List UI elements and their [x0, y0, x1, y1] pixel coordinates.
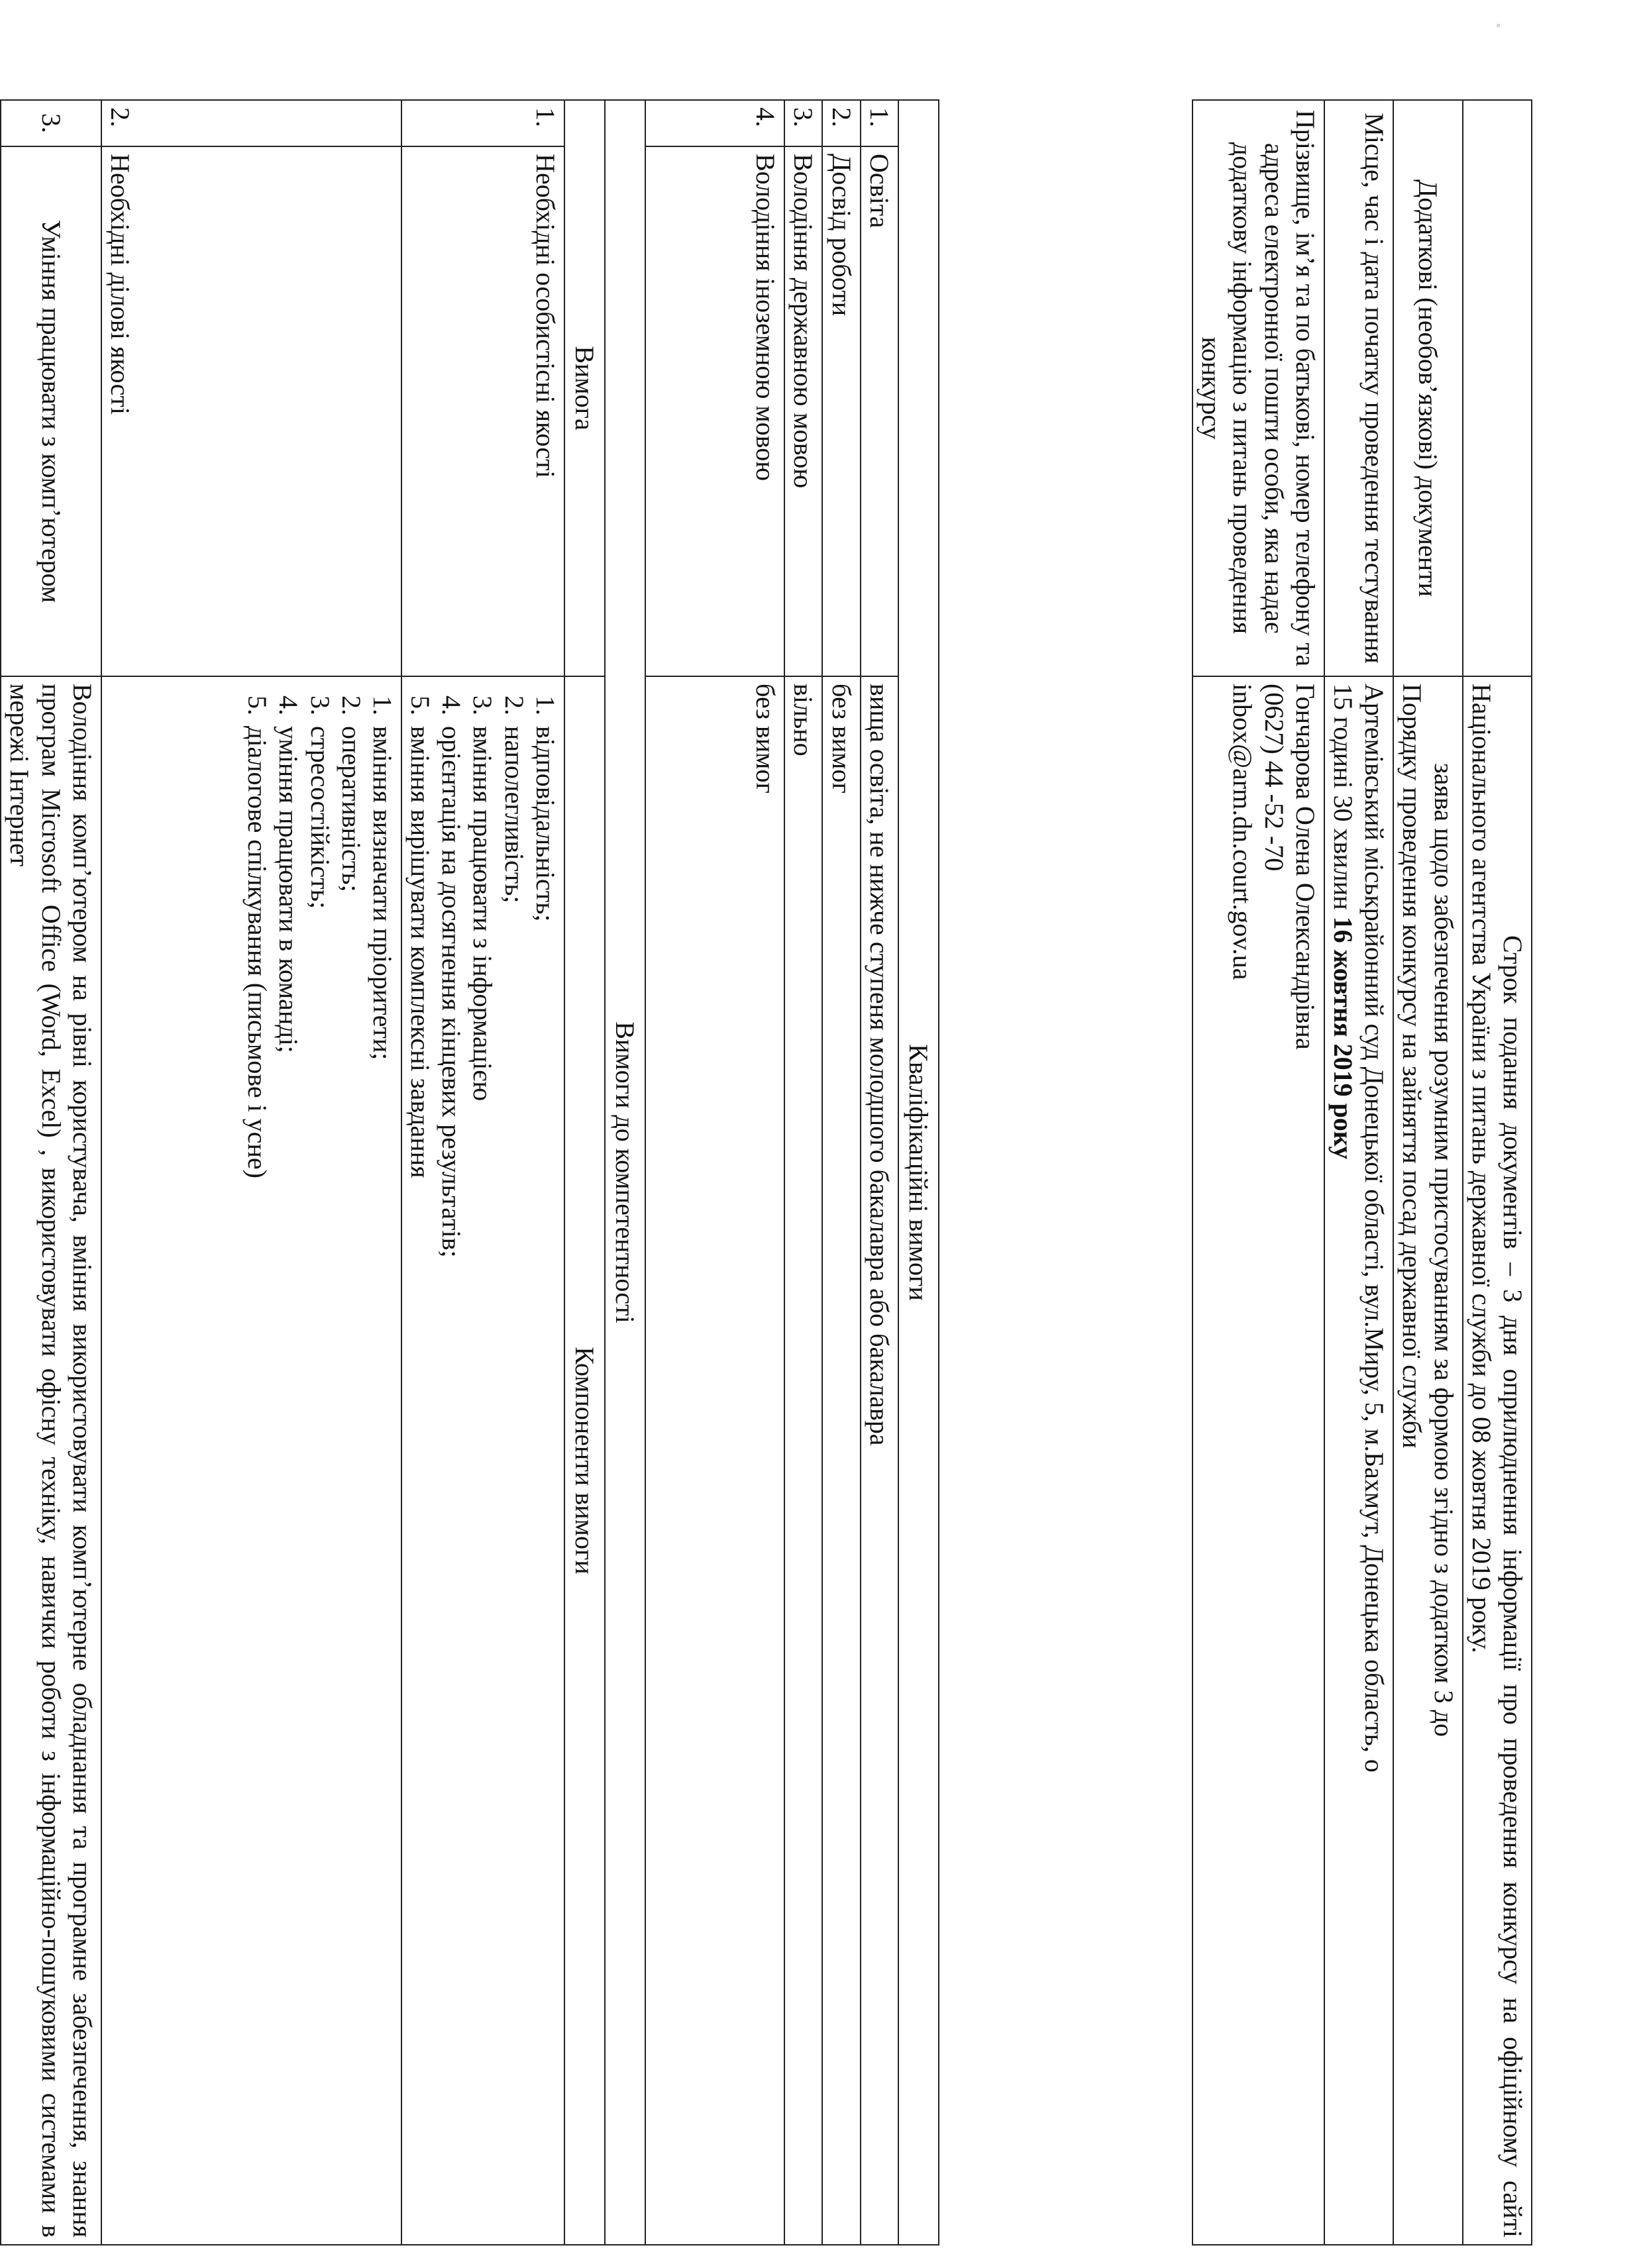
testing-time-date: 16 жовтня 2019 року	[1328, 916, 1359, 1160]
competency-list	[405, 684, 561, 2238]
qualification-heading-row	[898, 100, 939, 2245]
competency-num: 1.	[401, 100, 564, 146]
testing-time-prefix: 15 годині 30 хвилин	[1328, 684, 1359, 910]
list-item: 2. наполегливість;	[499, 722, 530, 2238]
qualification-value: вища освіта, не нижче ступеня молодшого бакалавра або бакалавра	[861, 676, 898, 2245]
competency-columns-row	[564, 100, 605, 2245]
competency-heading-row	[605, 100, 645, 2245]
requirements-table	[0, 99, 939, 2245]
spacer-cell	[0, 100, 1, 676]
qualification-row	[645, 100, 784, 2245]
list-item: 2. оперативність;	[336, 722, 367, 2238]
qualification-value: без вимог	[645, 676, 784, 2245]
qualification-value: без вимог	[822, 676, 860, 2245]
additional-documents-value	[1393, 676, 1462, 2245]
list-item: 1. відповідальність;	[530, 722, 561, 2238]
qualification-num: 1.	[861, 100, 898, 146]
qualification-row	[861, 100, 898, 2245]
list-item: 3. стресостійкість;	[304, 722, 335, 2238]
qualification-row	[784, 100, 822, 2245]
competency-list	[242, 684, 398, 2238]
competency-items	[401, 676, 564, 2245]
competency-label: Необхідні ділові якості	[101, 146, 401, 676]
qualification-label: Досвід роботи	[822, 146, 860, 676]
contact-name: Гончарова Олена Олександрівна	[1290, 684, 1320, 1050]
testing-place: Артемівський міськрайонний суд Донецької області, вул.Миру, 5, м.Бахмут, Донецька область, о	[1359, 684, 1390, 1773]
competency-col-requirement: Вимога	[564, 100, 605, 676]
spacer-row	[0, 100, 1, 2245]
contact-label: Прізвище, ім’я та по батькові, номер телефону та адреса електронної пошти особи, яка надає додаткову інформацію з питань проведення конкурсу	[1192, 100, 1324, 676]
competency-num: 3.	[1, 100, 101, 146]
list-item: 1. вміння визначати пріоритети;	[367, 722, 398, 2238]
spacer-cell	[0, 676, 1, 2245]
qualification-row	[822, 100, 860, 2245]
qualification-heading: Кваліфікаційні вимоги	[898, 100, 939, 2245]
competency-row	[401, 100, 564, 2245]
list-item: 5. діалогове спілкування (письмове і усне)	[242, 722, 273, 2238]
competency-items	[101, 676, 401, 2245]
competency-heading: Вимоги до компетентності	[605, 100, 645, 2245]
competency-label: Уміння працювати з комп’ютером	[1, 146, 101, 676]
qualification-num: 4.	[645, 100, 784, 146]
deadline-row	[1463, 100, 1532, 2245]
list-item: 3. вміння працювати з інформацією	[467, 722, 498, 2238]
additional-documents-row	[1393, 100, 1462, 2245]
qualification-label: Володіння державною мовою	[784, 146, 822, 676]
list-item: 4. орієнтація на досягнення кінцевих результатів;	[436, 722, 467, 2238]
list-item: 5. вміння вирішувати комплексні завдання	[405, 722, 436, 2238]
competency-label: Необхідні особистісні якості	[401, 146, 564, 676]
competency-row	[101, 100, 401, 2245]
qualification-value: вільно	[784, 676, 822, 2245]
additional-documents-line-1: заява щодо забезпечення розумним пристосуванням за формою згідно з додатком 3 до	[1428, 763, 1459, 1737]
qualification-label: Володіння іноземною мовою	[645, 146, 784, 676]
competency-text: Володіння комп’ютером на рівні користувача, вміння використовувати комп’ютерне обладнання та програмне забезпечення, знання програм Microsoft Office (Word, Excel) , використовувати офісну техніку, навички роботи з інформаційно-пошуковими системами в мережі Інтернет	[1, 676, 101, 2245]
additional-documents-line-2: Порядку проведення конкурсу на зайняття посад державної служби	[1397, 684, 1428, 1449]
competency-num: 2.	[101, 100, 401, 146]
qualification-num: 2.	[822, 100, 860, 146]
testing-row	[1324, 100, 1393, 2245]
page-mark: ˚	[1496, 21, 1501, 38]
deadline-text: Строк подання документів – 3 дня оприлюднення інформації про проведення конкурсу на офіційному сайті Національного агентства України з питань державної служби до 08 жовтня 2019 року.	[1463, 676, 1532, 2245]
contact-email: inbox@arm.dn.court.gov.ua	[1228, 684, 1258, 980]
list-item: 4. уміння працювати в команді;	[273, 722, 304, 2238]
contact-phone: (0627) 44 -52 -70	[1259, 684, 1289, 872]
testing-value	[1324, 676, 1393, 2245]
competency-col-components: Компоненти вимоги	[564, 676, 605, 2245]
qualification-label: Освіта	[861, 146, 898, 676]
deadline-label-cell	[1463, 100, 1532, 676]
contact-row	[1192, 100, 1324, 2245]
conditions-table	[1192, 99, 1532, 2245]
contact-value	[1192, 676, 1324, 2245]
additional-documents-label: Додаткові (необов’язкові) документи	[1393, 100, 1462, 676]
competency-row	[1, 100, 101, 2245]
qualification-num: 3.	[784, 100, 822, 146]
testing-label: Місце, час і дата початку проведення тестування	[1324, 100, 1393, 676]
testing-time	[1328, 684, 1359, 2238]
